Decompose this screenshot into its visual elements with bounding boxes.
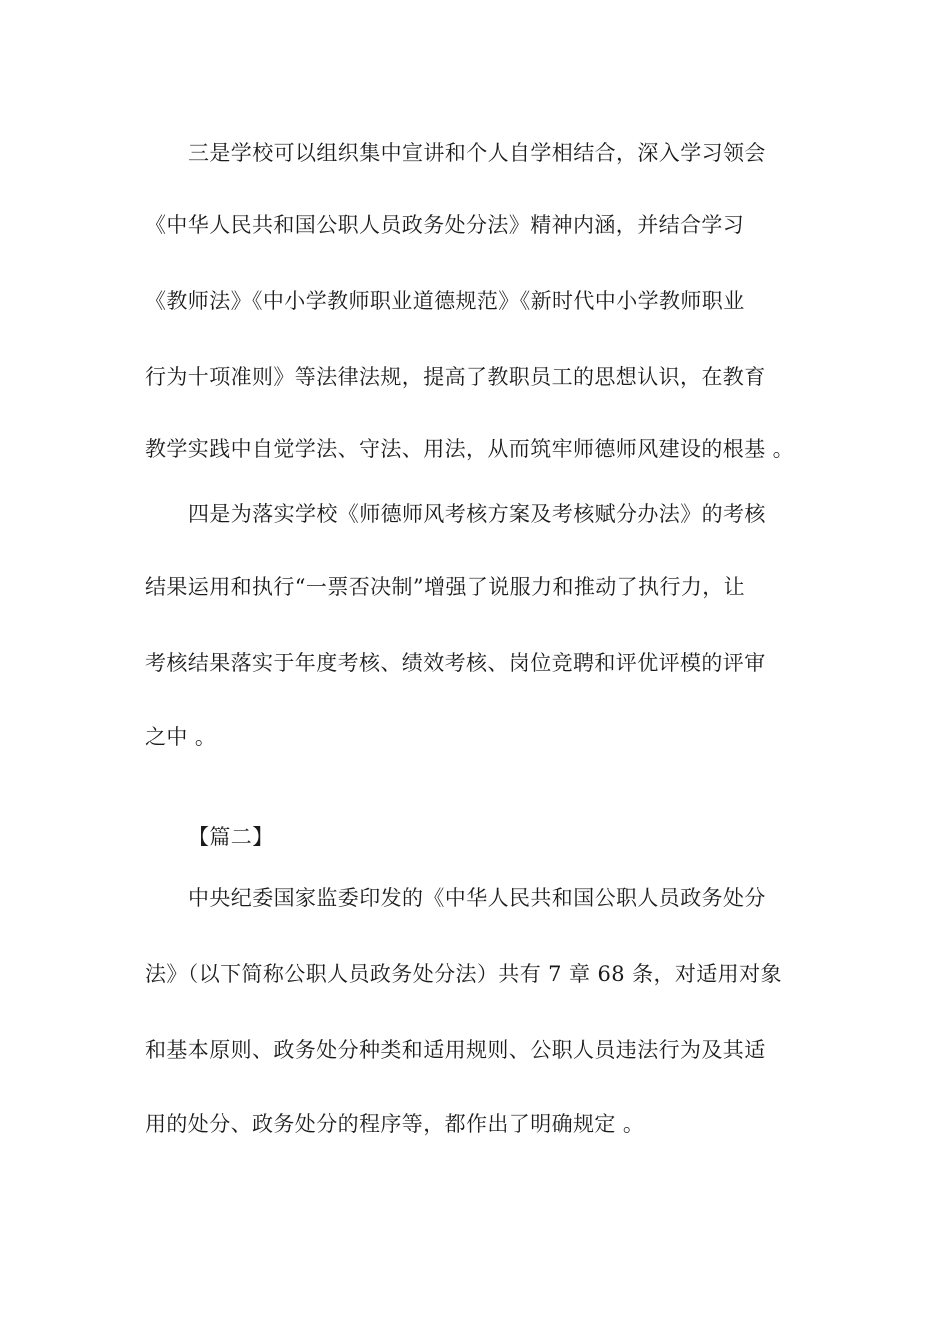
section-heading: 【篇二】 [188, 825, 274, 849]
text-line: 《教师法》《中小学教师职业道德规范》《新时代中小学教师职业 [145, 289, 745, 313]
text-line: 之中 。 [145, 725, 217, 749]
text-line: 三是学校可以组织集中宣讲和个人自学相结合，深入学习领会 [188, 141, 766, 165]
text-line: 教学实践中自觉学法、守法、用法，从而筑牢师德师风建设的根基 。 [145, 437, 795, 461]
text-line: 考核结果落实于年度考核、绩效考核、岗位竞聘和评优评模的评审 [145, 651, 766, 675]
text-line: 四是为落实学校《师德师风考核方案及考核赋分办法》的考核 [188, 502, 766, 526]
text-line: 行为十项准则》等法律法规，提高了教职员工的思想认识，在教育 [145, 365, 766, 389]
text-line: 《中华人民共和国公职人员政务处分法》精神内涵，并结合学习 [145, 213, 745, 237]
text-line: 用的处分、政务处分的程序等，都作出了明确规定 。 [145, 1112, 645, 1136]
text-line: 中央纪委国家监委印发的《中华人民共和国公职人员政务处分 [188, 886, 766, 910]
text-line: 法》（以下简称公职人员政务处分法）共有 7 章 68 条，对适用对象 [145, 962, 782, 986]
text-line: 结果运用和执行“一票否决制”增强了说服力和推动了执行力，让 [145, 575, 746, 599]
text-line: 和基本原则、政务处分种类和适用规则、公职人员违法行为及其适 [145, 1038, 766, 1062]
